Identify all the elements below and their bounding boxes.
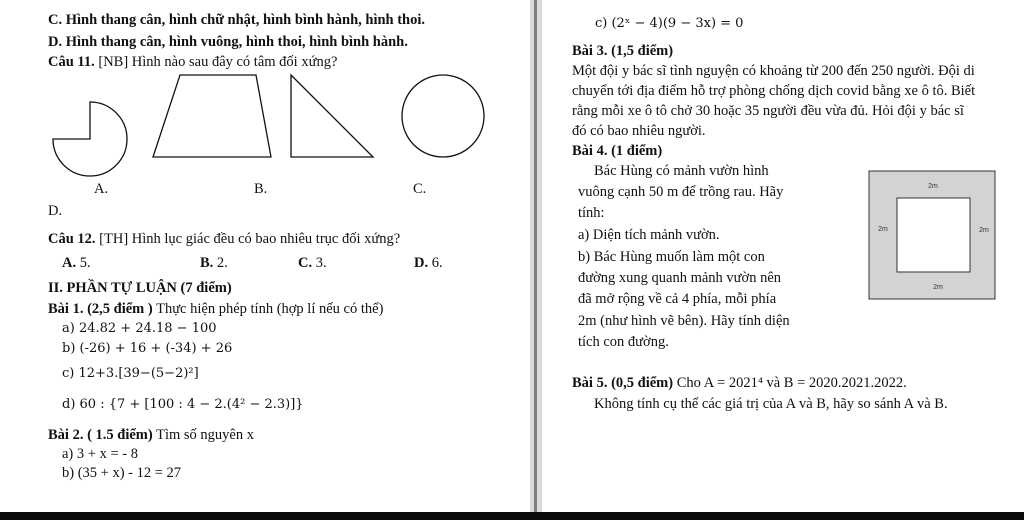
question-12-text: [TH] Hình lục giác đều có bao nhiêu trục đối xứng? bbox=[95, 231, 401, 247]
shape-label-b: B. bbox=[254, 181, 268, 197]
bai-3-line-1: Một đội y bác sĩ tình nguyện có khoảng từ 200 đến 250 người. Đội di bbox=[572, 63, 975, 79]
label-right: 2m bbox=[979, 227, 989, 234]
section-title: II. PHẦN TỰ LUẬN (7 điểm) bbox=[48, 280, 232, 296]
shapes-figure bbox=[0, 0, 530, 200]
bai-4-line-6: đường xung quanh mảnh vườn nên bbox=[578, 270, 782, 286]
bai-1-d: d) 60 : {7 + [100 : 4 − 2.(4² − 2.3)]} bbox=[62, 397, 304, 412]
label-left: 2m bbox=[878, 226, 888, 233]
bai-2-b: b) (35 + x) - 12 = 27 bbox=[62, 465, 182, 481]
bai-5-line-2: Không tính cụ thể các giá trị của A và B, hãy so sánh A và B. bbox=[594, 396, 948, 412]
bottom-bar bbox=[0, 512, 1024, 520]
label-bottom: 2m bbox=[933, 284, 943, 291]
bai-2-a: a) 3 + x = - 8 bbox=[62, 446, 138, 462]
q12-option-a-letter: A. bbox=[62, 255, 77, 271]
question-11-text: [NB] Hình nào sau đây có tâm đối xứng? bbox=[94, 54, 338, 70]
right-page bbox=[542, 0, 1024, 514]
q12-option-a bbox=[62, 254, 91, 272]
label-top: 2m bbox=[928, 183, 938, 190]
bai-2-heading bbox=[48, 426, 254, 444]
bai-4-line-3: tính: bbox=[578, 205, 605, 221]
bai-5-label: Bài 5. (0,5 điểm) bbox=[572, 375, 674, 391]
question-11-label: Câu 11. bbox=[48, 54, 95, 70]
q12-option-d-value: 6. bbox=[431, 255, 443, 271]
shape-label-c: C. bbox=[413, 181, 427, 197]
q12-option-c-value: 3. bbox=[315, 255, 327, 271]
bai-4-line-5: b) Bác Hùng muốn làm một con bbox=[578, 249, 765, 265]
q12-option-d-letter: D. bbox=[414, 255, 429, 271]
q12-option-c bbox=[298, 254, 327, 272]
bai-3-line-2: chuyển tới địa điểm hỗ trợ phòng chống dịch covid bằng xe ô tô. Biết bbox=[572, 83, 976, 99]
bai-4-line-4: a) Diện tích mảnh vườn. bbox=[578, 227, 720, 243]
q12-option-d bbox=[414, 254, 443, 272]
garden-area bbox=[897, 198, 970, 272]
bai-5-text: Cho A = 2021⁴ và B = 2020.2021.2022. bbox=[673, 375, 907, 391]
bai-1-text: Thực hiện phép tính (hợp lí nếu có thể) bbox=[152, 301, 384, 317]
bai-2-text: Tìm số nguyên x bbox=[152, 427, 254, 443]
bai-1-c: c) 12+3.[39−(5−2)²] bbox=[62, 366, 199, 381]
trapezoid-shape bbox=[153, 75, 271, 157]
bai-4-line-2: vuông cạnh 50 m để trồng rau. Hãy bbox=[578, 184, 784, 200]
garden-figure bbox=[868, 170, 998, 302]
q12-option-c-letter: C. bbox=[298, 255, 313, 271]
q12-option-b-value: 2. bbox=[216, 255, 228, 271]
shape-label-a: A. bbox=[94, 181, 109, 197]
page-gutter bbox=[530, 0, 542, 520]
bai-4-line-8: 2m (như hình vẽ bên). Hãy tính diện bbox=[578, 313, 790, 329]
bai-3-line-3: rằng mỗi xe ô tô chở 30 hoặc 35 người đều vừa đủ. Hỏi đội y bác sĩ bbox=[572, 103, 964, 119]
shape-label-d: D. bbox=[48, 203, 63, 219]
bai-1-b: b) (-26) + 16 + (-34) + 26 bbox=[62, 341, 233, 356]
bai-1-heading bbox=[48, 300, 383, 318]
bai-4-line-7: đã mở rộng về cả 4 phía, mỗi phía bbox=[578, 291, 777, 307]
bai-5-heading bbox=[572, 374, 907, 392]
q12-option-b bbox=[200, 254, 228, 272]
circle-shape bbox=[402, 75, 484, 157]
bai-4-line-1: Bác Hùng có mảnh vườn hình bbox=[594, 163, 769, 179]
option-c-text: C. Hình thang cân, hình chữ nhật, hình bình hành, hình thoi. bbox=[48, 12, 426, 28]
q12-option-b-letter: B. bbox=[200, 255, 214, 271]
bai-4-heading: Bài 4. (1 điểm) bbox=[572, 143, 663, 159]
pie-shape bbox=[53, 102, 127, 176]
option-d-text: D. Hình thang cân, hình vuông, hình thoi, hình bình hành. bbox=[48, 34, 408, 50]
bai-3-heading: Bài 3. (1,5 điểm) bbox=[572, 43, 674, 59]
bai-4-line-9: tích con đường. bbox=[578, 334, 669, 350]
bai-1-a: a) 24.82 + 24.18 − 100 bbox=[62, 321, 217, 336]
question-12-label: Câu 12. bbox=[48, 231, 96, 247]
right-triangle-shape bbox=[291, 75, 373, 157]
bai-3-line-4: đó có bao nhiêu người. bbox=[572, 123, 706, 139]
bai-1-label: Bài 1. (2,5 điểm ) bbox=[48, 301, 153, 317]
bai-2-label: Bài 2. ( 1.5 điểm) bbox=[48, 427, 153, 443]
equation-c: c) (2ˣ − 4)(9 − 3x) = 0 bbox=[595, 16, 744, 31]
question-12 bbox=[48, 230, 400, 248]
q12-option-a-value: 5. bbox=[79, 255, 91, 271]
